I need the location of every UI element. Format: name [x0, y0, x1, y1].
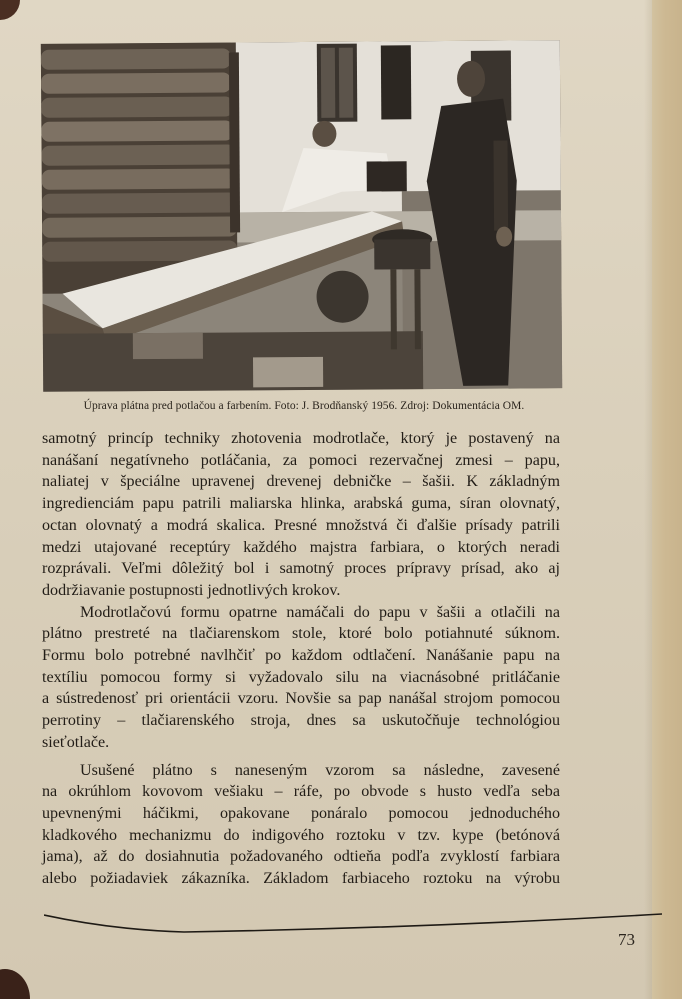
text-line: ingredienciám papu patrili maliarska hlinka, arabská guma, síran olovnatý,: [42, 495, 560, 513]
text-line: samotný princíp techniky zhotovenia modrotlače, ktorý je postavený na: [42, 430, 560, 447]
text-line: plátno prestreté na tlačiarenskom stole, ktoré bolo potiahnuté súknom.: [42, 625, 560, 643]
text-line: na okrúhlom kovovom vešiaku – ráfe, po obvode s husto vedľa seba: [42, 783, 560, 801]
text-line: rozprávali. Veľmi dôležitý bol i samotný proces prípravy prísad, ako aj: [42, 560, 560, 578]
text-line: upevnenými háčikmi, opakovane ponáralo pomocou jednoduchého: [42, 804, 560, 822]
paragraph-1: [42, 428, 560, 602]
text-line: naliatej v špeciálne upravenej drevenej debničke – šašii. K základným: [42, 473, 560, 491]
page-gutter-shadow: [644, 0, 652, 999]
text-line: nanášaní negatívneho potláčania, za pomoci rezervačnej zmesi – papu,: [42, 451, 560, 469]
footer-rule: [44, 910, 662, 940]
table-background-top: [0, 0, 20, 20]
text-line: sieťotlače.: [42, 733, 110, 751]
text-line: jama), až do dosiahnutia požadovaného odtieňa podľa zvyklostí farbiara: [42, 848, 560, 866]
photo-caption: Úprava plátna pred potlačou a farbením. Foto: J. Brodňanský 1956. Zdroj: Dokumentácia OM.: [83, 400, 525, 412]
text-line: alebo požiadaviek zákazníka. Základom farbiaceho roztoku na výrobu: [42, 870, 560, 888]
historical-photograph: [41, 40, 562, 392]
paragraph-3: [42, 760, 560, 890]
page-stack-edge: [652, 0, 682, 999]
paragraph-2: [42, 602, 560, 754]
text-line: Modrotlačovú formu opatrne namáčali do papu v šašii a otlačili na: [80, 603, 560, 621]
text-line: textíliu pomocou formy si vyžadovalo silu na viacnásobné pritláčanie: [42, 668, 560, 686]
text-line: dodržiavanie postupnosti jednotlivých krokov.: [42, 581, 341, 599]
text-line: octan olovnatý a modrá skalica. Presné množstvá či ďalšie prísady patrili: [42, 516, 560, 534]
table-background-bottom: [0, 969, 30, 999]
text-line: perrotiny – tlačiarenského stroja, dnes sa uskutočňuje technológiou: [42, 712, 560, 730]
text-line: Formu bolo potrebné navlhčiť po každom odtlačení. Nanášanie papu na: [42, 647, 560, 665]
text-line: Usušené plátno s naneseným vzorom sa následne, zavesené: [80, 761, 560, 779]
text-line: a sústredenosť pri orientácii vzoru. Novšie sa pap nanášal strojom pomocou: [42, 690, 560, 708]
text-line: medzi utajované receptúry každého majstra farbiara, o ktorých neradi: [42, 538, 560, 556]
article-body: [42, 428, 560, 890]
page-number: 73: [618, 930, 635, 949]
text-line: kladkového mechanizmu do indigového roztoku v tzv. kype (betónová: [42, 826, 560, 844]
